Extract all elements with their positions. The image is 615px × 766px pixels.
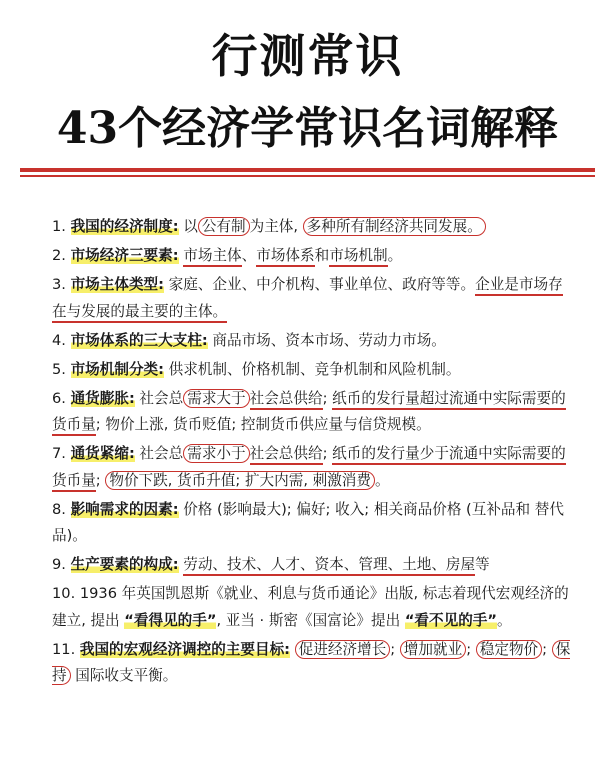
underlined-text: 社会总供给 xyxy=(250,390,323,410)
underlined-text: 企业是市场存 在与发展的最主要的主体。 xyxy=(52,276,563,323)
item-term: 市场机制分类: xyxy=(70,360,164,378)
item-text: 、 xyxy=(241,247,257,264)
item-text: 价格 (影响最大); 偏好; 收入; 相关商品价格 (互补品和 替代品)。 xyxy=(52,500,564,544)
item-number: 4. xyxy=(52,331,66,349)
list-item-2 xyxy=(52,243,572,270)
item-term: 我国的宏观经济调控的主要目标: xyxy=(79,640,291,658)
list-item-11 xyxy=(52,637,572,690)
item-text: ; xyxy=(322,445,333,462)
item-text: ; 物价上涨, 货币贬值; 控制货币供应量与信贷规模。 xyxy=(95,416,431,433)
circled-text: 物价下跌, 货币升值; 扩大内需, 刺激消费 xyxy=(105,471,375,490)
item-text: 。 xyxy=(496,611,512,629)
item-text: 以 xyxy=(178,218,198,235)
list-item-4 xyxy=(52,328,572,355)
title-divider-thin xyxy=(20,175,595,177)
item-text: 。 xyxy=(387,247,403,264)
item-text: ; xyxy=(322,389,333,407)
underlined-text: 劳动、技术、人才、资本、管理、土地、房屋 xyxy=(183,556,475,576)
item-text: ; xyxy=(466,640,476,658)
circled-text: 促进经济增长 xyxy=(295,640,391,659)
title-divider-thick xyxy=(20,168,595,172)
underlined-text: 市场机制 xyxy=(329,247,387,267)
item-text: 和 xyxy=(314,247,330,264)
item-number: 8. xyxy=(52,500,66,518)
highlighted-quote: “看不见的手” xyxy=(404,611,497,629)
item-text: 社会总 xyxy=(134,389,184,407)
highlighted-quote: “看得见的手” xyxy=(124,611,217,629)
underlined-text: 纸币的发行量超过流通中实际需要的 货币量 xyxy=(52,390,566,437)
item-term: 通货紧缩: xyxy=(70,445,135,462)
watermark xyxy=(268,734,328,744)
circled-text: 增加就业 xyxy=(400,640,466,659)
item-text: 等 xyxy=(475,556,490,573)
underlined-text: 社会总供给 xyxy=(250,445,323,465)
list-item-10 xyxy=(52,581,572,634)
underlined-text: 纸币的发行量少于流通中实际需要的 货币量 xyxy=(52,445,566,492)
item-number: 11. xyxy=(52,640,76,658)
item-text: ; xyxy=(390,640,400,658)
term-list xyxy=(52,214,572,692)
item-term: 生产要素的构成: xyxy=(70,556,179,573)
item-text: 商品市场、资本市场、劳动力市场。 xyxy=(207,331,446,349)
item-term: 影响需求的因素: xyxy=(70,500,179,518)
list-item-6 xyxy=(52,386,572,439)
circled-text: 公有制 xyxy=(198,217,250,236)
item-text: 国际收支平衡。 xyxy=(70,667,178,684)
item-number: 9. xyxy=(52,556,66,573)
item-text: , 亚当 · 斯密《国富论》提出 xyxy=(216,611,405,629)
item-text: 1936 年英国凯恩斯《就业、利息与货币通论》出版, 标志着现代宏观经济的 建立, 提出 xyxy=(52,585,569,629)
circled-text: 稳定物价 xyxy=(476,640,542,659)
page-subtitle: 43个经济学常识名词解释 xyxy=(56,103,559,154)
item-term: 市场经济三要素: xyxy=(70,247,179,264)
item-number: 2. xyxy=(52,247,66,264)
underlined-text: 市场主体 xyxy=(183,247,241,267)
circled-text: 需求大于 xyxy=(183,389,249,408)
item-text: ; xyxy=(95,471,106,489)
list-item-3 xyxy=(52,272,572,325)
item-term: 我国的经济制度: xyxy=(70,218,179,235)
item-text: 社会总 xyxy=(134,445,184,462)
item-number: 5. xyxy=(52,360,66,378)
item-term: 市场体系的三大支柱: xyxy=(70,331,208,349)
item-text xyxy=(290,641,295,658)
underlined-text: 市场体系 xyxy=(256,247,314,267)
circled-text: 需求小于 xyxy=(183,444,249,463)
item-number: 10. xyxy=(52,585,76,602)
page-title: 行测常识 xyxy=(211,29,404,83)
item-number: 3. xyxy=(52,276,66,293)
item-number: 6. xyxy=(52,389,66,407)
item-text: 供求机制、价格机制、竞争机制和风险机制。 xyxy=(163,360,461,378)
circled-text: 保持 xyxy=(52,640,571,684)
item-text: 。 xyxy=(374,471,390,489)
item-number: 7. xyxy=(52,445,66,462)
list-item-8 xyxy=(52,497,572,550)
item-number: 1. xyxy=(52,218,66,235)
list-item-7 xyxy=(52,441,572,494)
item-text: 为主体, xyxy=(249,218,303,235)
list-item-9 xyxy=(52,552,572,579)
list-item-5 xyxy=(52,357,572,384)
item-text: 家庭、企业、中介机构、事业单位、政府等等。 xyxy=(163,276,476,293)
item-term: 通货膨胀: xyxy=(70,389,135,407)
item-text: ; xyxy=(542,640,552,658)
circled-text: 多种所有制经济共同发展。 xyxy=(303,217,486,236)
item-term: 市场主体类型: xyxy=(70,276,164,293)
list-item-1 xyxy=(52,214,572,241)
